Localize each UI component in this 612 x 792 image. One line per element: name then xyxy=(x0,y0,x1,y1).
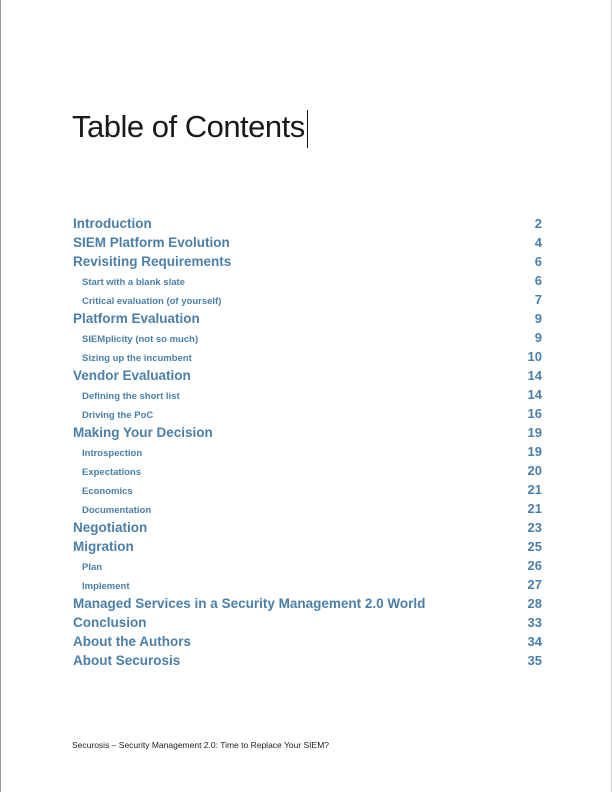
toc-entry-page-number: 9 xyxy=(534,330,542,345)
toc-entry-label: Defining the short list xyxy=(82,391,180,402)
toc-entry-page-number: 27 xyxy=(527,577,542,592)
toc-entry-page-number: 34 xyxy=(527,634,542,649)
toc-entry-page-number: 28 xyxy=(527,596,542,611)
toc-entry-label: Economics xyxy=(82,486,133,497)
title-cursor-rule xyxy=(307,110,308,148)
toc-section-link[interactable] xyxy=(73,518,542,537)
toc-entry-page-number: 21 xyxy=(527,501,542,516)
toc-entry-label: Conclusion xyxy=(73,615,147,630)
toc-entry-label: Expectations xyxy=(82,467,142,478)
toc-entry-label: Vendor Evaluation xyxy=(73,368,191,383)
toc-subsection-link[interactable] xyxy=(73,404,542,423)
toc-entry-label: Migration xyxy=(73,539,134,554)
toc-section-link[interactable] xyxy=(73,309,542,328)
toc-subsection-link[interactable] xyxy=(73,556,542,575)
toc-subsection-link[interactable] xyxy=(73,385,542,404)
toc-entry-label: Documentation xyxy=(82,505,152,516)
toc-entry-page-number: 20 xyxy=(527,463,542,478)
page-title: Table of Contents xyxy=(72,109,305,144)
toc-subsection-link[interactable] xyxy=(73,575,542,594)
toc-entry-label: SIEMplicity (not so much) xyxy=(82,334,199,345)
toc-entry-label: SIEM Platform Evolution xyxy=(73,235,230,250)
toc-entry-label: Critical evaluation (of yourself) xyxy=(82,296,222,307)
toc-entry-page-number: 21 xyxy=(527,482,542,497)
toc-entry-page-number: 6 xyxy=(534,254,542,269)
toc-subsection-link[interactable] xyxy=(73,271,542,290)
toc-entry-label: Negotiation xyxy=(73,520,148,535)
toc-entry-label: Driving the PoC xyxy=(82,410,154,421)
toc-entry-label: Revisiting Requirements xyxy=(73,254,232,269)
toc-entry-page-number: 6 xyxy=(534,273,542,288)
page-edge-left xyxy=(0,0,1,792)
toc-section-link[interactable] xyxy=(73,594,542,613)
toc-entry-page-number: 35 xyxy=(527,653,542,668)
toc-entry-page-number: 19 xyxy=(527,425,542,440)
toc-entry-label: About Securosis xyxy=(73,653,181,668)
toc-entry-label: Making Your Decision xyxy=(73,425,213,440)
toc-entry-page-number: 14 xyxy=(527,368,542,383)
toc-entry-label: Managed Services in a Security Management 2.0 World xyxy=(73,596,426,611)
toc-entry-page-number: 19 xyxy=(527,444,542,459)
toc-section-link[interactable] xyxy=(73,366,542,385)
toc-section-link[interactable] xyxy=(73,233,542,252)
toc-section-link[interactable] xyxy=(73,252,542,271)
toc-subsection-link[interactable] xyxy=(73,347,542,366)
page-footer: Securosis – Security Management 2.0: Time to Replace Your SIEM? xyxy=(72,740,330,750)
toc-section-link[interactable] xyxy=(73,537,542,556)
toc-subsection-link[interactable] xyxy=(73,290,542,309)
toc-section-link[interactable] xyxy=(73,423,542,442)
toc-subsection-link[interactable] xyxy=(73,480,542,499)
toc-entry-label: Plan xyxy=(82,562,103,573)
toc-entry-page-number: 16 xyxy=(527,406,542,421)
toc-entry-label: Sizing up the incumbent xyxy=(82,353,192,364)
toc-entry-page-number: 2 xyxy=(534,216,542,231)
toc-subsection-link[interactable] xyxy=(73,461,542,480)
toc-entry-page-number: 10 xyxy=(527,349,542,364)
toc-entry-label: Start with a blank slate xyxy=(82,277,185,288)
toc-subsection-link[interactable] xyxy=(73,442,542,461)
toc-entry-page-number: 14 xyxy=(527,387,542,402)
toc-section-link[interactable] xyxy=(73,613,542,632)
toc-section-link[interactable] xyxy=(73,632,542,651)
toc-entry-label: Introduction xyxy=(73,216,152,231)
toc-entry-page-number: 33 xyxy=(527,615,542,630)
toc-entry-page-number: 4 xyxy=(534,235,542,250)
toc-subsection-link[interactable] xyxy=(73,499,542,518)
toc-section-link[interactable] xyxy=(73,651,542,670)
table-of-contents xyxy=(73,214,542,670)
toc-entry-page-number: 25 xyxy=(527,539,542,554)
toc-section-link[interactable] xyxy=(73,214,542,233)
toc-entry-page-number: 9 xyxy=(534,311,542,326)
title-block xyxy=(72,108,308,148)
toc-entry-label: About the Authors xyxy=(73,634,191,649)
toc-entry-page-number: 7 xyxy=(534,292,542,307)
toc-entry-label: Implement xyxy=(82,581,130,592)
toc-entry-page-number: 23 xyxy=(527,520,542,535)
toc-entry-page-number: 26 xyxy=(527,558,542,573)
toc-entry-label: Introspection xyxy=(82,448,143,459)
toc-subsection-link[interactable] xyxy=(73,328,542,347)
toc-entry-label: Platform Evaluation xyxy=(73,311,200,326)
